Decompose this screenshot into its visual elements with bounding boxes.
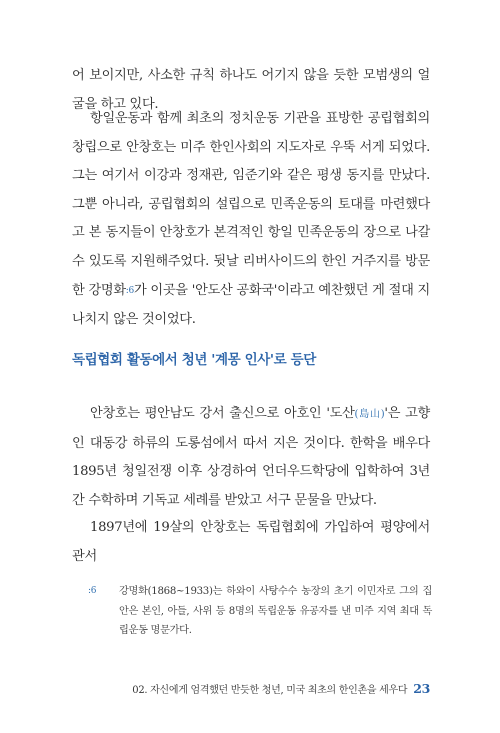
- body-paragraph-2-text-b: 가 이곳을 '안도산 공화국'이라고 예찬했던 게 절대 지나치지 않은 것이었다.: [72, 282, 430, 328]
- body-paragraph-1-text: 어 보이지만, 사소한 규칙 하나도 어기지 않을 듯한 모범생의 얼굴을 하고 있다.: [72, 68, 430, 112]
- body-paragraph-3: [72, 400, 430, 515]
- hanja-annotation: (島山): [354, 409, 385, 420]
- body-paragraph-4: [72, 514, 430, 571]
- chapter-title: 02. 자신에게 엄격했던 반듯한 청년, 미국 최초의 한인촌을 세우다: [132, 685, 408, 696]
- body-paragraph-2-text-a: 항일운동과 함께 최초의 정치운동 기관을 표방한 공립협회의 창립으로 안창호는 미주 한인사회의 지도자로 우뚝 서게 되었다. 그는 여기서 이강과 정재관, 임준기와 같은 평생 동지를 만났다. 그뿐 아니라, 공립협회의 설립으로 민족운동의 토대를 마련했다고 본 동지들이 안창호가 본격적인 항일 민족운동의 장으로 나갈 수 있도록 지원해주었다. 뒷날 리버사이드의 한인 거주지를 방문한 강명화: [72, 111, 430, 298]
- body-paragraph-4-text: 1897년에 19살의 안창호는 독립협회에 가입하여 평양에서 관서: [72, 520, 430, 564]
- body-paragraph-3-text-b: '은 고향인 대동강 하류의 도롱섬에서 따서 지은 것이다. 한학을 배우다 1895년 청일전쟁 이후 상경하여 언더우드학당에 입학하여 3년간 수학하며 기독교 세례를 받았고 서구 문물을 만났다.: [72, 406, 430, 508]
- footnote-text: 강명화(1868~1933)는 하와이 사탕수수 농장의 초기 이민자로 그의 집안은 본인, 아들, 사위 등 8명의 독립운동 유공자를 낸 미주 지역 최대 독립운동 명문가다.: [119, 586, 432, 636]
- body-paragraph-2: [72, 105, 430, 335]
- running-footer: [132, 681, 430, 696]
- body-paragraph-3-text-a: 안창호는 평안남도 강서 출신으로 아호인 '도산: [90, 406, 355, 421]
- page-number: 23: [413, 681, 430, 696]
- footnote: [72, 582, 432, 641]
- footnote-mark: :6: [88, 586, 97, 596]
- footnote-reference-mark[interactable]: :6: [125, 285, 134, 296]
- section-heading: 독립협회 활동에서 청년 '계몽 인사'로 등단: [72, 352, 316, 368]
